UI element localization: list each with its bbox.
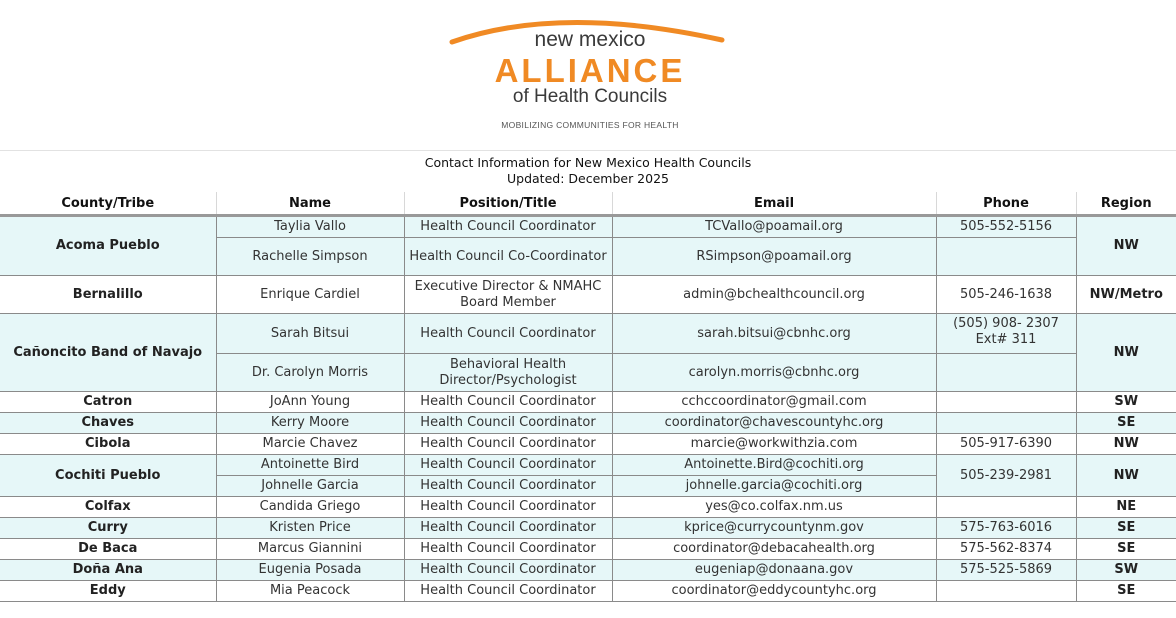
- phone-cell: (505) 908- 2307 Ext# 311: [936, 314, 1076, 354]
- name-cell: Antoinette Bird: [216, 455, 404, 476]
- phone-cell: 575-763-6016: [936, 518, 1076, 539]
- region-cell: NW: [1076, 314, 1176, 392]
- caption-title: Contact Information for New Mexico Health Councils: [424, 155, 752, 170]
- county-cell: Bernalillo: [0, 276, 216, 314]
- email-cell[interactable]: RSimpson@poamail.org: [612, 238, 936, 276]
- logo-health-councils: of Health Councils: [512, 86, 668, 107]
- email-cell[interactable]: coordinator@debacahealth.org: [612, 539, 936, 560]
- region-cell: SE: [1076, 518, 1176, 539]
- region-cell: NW: [1076, 455, 1176, 497]
- caption-updated: Updated: December 2025: [507, 171, 669, 186]
- region-cell: NW: [1076, 216, 1176, 276]
- position-cell: Behavioral Health Director/Psychologist: [404, 354, 612, 392]
- table-header-row: [0, 192, 1176, 216]
- email-cell[interactable]: eugeniap@donaana.gov: [612, 560, 936, 581]
- region-cell: SW: [1076, 560, 1176, 581]
- logo-new-mexico: new mexico: [534, 28, 646, 51]
- table-row: [0, 518, 1176, 539]
- table-row: [0, 276, 1176, 314]
- header-phone: Phone: [936, 192, 1076, 216]
- position-cell: Health Council Coordinator: [404, 539, 612, 560]
- name-cell: Dr. Carolyn Morris: [216, 354, 404, 392]
- position-cell: Health Council Coordinator: [404, 392, 612, 413]
- email-cell[interactable]: coordinator@eddycountyhc.org: [612, 581, 936, 602]
- table-row: [0, 455, 1176, 476]
- table-row: [0, 413, 1176, 434]
- county-cell: De Baca: [0, 539, 216, 560]
- header-divider: [0, 150, 1176, 151]
- phone-cell: 505-552-5156: [936, 216, 1076, 238]
- position-cell: Health Council Coordinator: [404, 560, 612, 581]
- logo-tagline: MOBILIZING COMMUNITIES FOR HEALTH: [501, 120, 679, 130]
- position-cell: Health Council Coordinator: [404, 413, 612, 434]
- phone-cell: [936, 392, 1076, 413]
- table-row: [0, 392, 1176, 413]
- county-cell: Curry: [0, 518, 216, 539]
- position-cell: Health Council Coordinator: [404, 581, 612, 602]
- position-cell: Health Council Coordinator: [404, 476, 612, 497]
- email-cell[interactable]: admin@bchealthcouncil.org: [612, 276, 936, 314]
- county-cell: Cochiti Pueblo: [0, 455, 216, 497]
- email-cell[interactable]: yes@co.colfax.nm.us: [612, 497, 936, 518]
- county-cell: Eddy: [0, 581, 216, 602]
- region-cell: SE: [1076, 413, 1176, 434]
- email-cell[interactable]: marcie@workwithzia.com: [612, 434, 936, 455]
- region-cell: SE: [1076, 539, 1176, 560]
- county-cell: Cañoncito Band of Navajo: [0, 314, 216, 392]
- header-name: Name: [216, 192, 404, 216]
- name-cell: Eugenia Posada: [216, 560, 404, 581]
- name-cell: Mia Peacock: [216, 581, 404, 602]
- table-row: [0, 581, 1176, 602]
- position-cell: Health Council Coordinator: [404, 434, 612, 455]
- email-cell[interactable]: johnelle.garcia@cochiti.org: [612, 476, 936, 497]
- phone-cell: 575-562-8374: [936, 539, 1076, 560]
- header-county: County/Tribe: [0, 192, 216, 216]
- email-cell[interactable]: coordinator@chavescountyhc.org: [612, 413, 936, 434]
- phone-cell: 575-525-5869: [936, 560, 1076, 581]
- phone-cell: [936, 581, 1076, 602]
- table-row: [0, 434, 1176, 455]
- region-cell: NW/Metro: [1076, 276, 1176, 314]
- position-cell: Health Council Coordinator: [404, 518, 612, 539]
- name-cell: Enrique Cardiel: [216, 276, 404, 314]
- region-cell: NE: [1076, 497, 1176, 518]
- position-cell: Health Council Co-Coordinator: [404, 238, 612, 276]
- email-cell[interactable]: TCVallo@poamail.org: [612, 216, 936, 238]
- table-row: [0, 539, 1176, 560]
- name-cell: Candida Griego: [216, 497, 404, 518]
- region-cell: SE: [1076, 581, 1176, 602]
- email-cell[interactable]: sarah.bitsui@cbnhc.org: [612, 314, 936, 354]
- header-position: Position/Title: [404, 192, 612, 216]
- phone-cell: [936, 413, 1076, 434]
- email-cell[interactable]: carolyn.morris@cbnhc.org: [612, 354, 936, 392]
- name-cell: Taylia Vallo: [216, 216, 404, 238]
- county-cell: Doña Ana: [0, 560, 216, 581]
- region-cell: NW: [1076, 434, 1176, 455]
- county-cell: Catron: [0, 392, 216, 413]
- name-cell: Johnelle Garcia: [216, 476, 404, 497]
- name-cell: Kerry Moore: [216, 413, 404, 434]
- phone-cell: 505-239-2981: [936, 455, 1076, 497]
- logo-alliance: ALLIANCE: [494, 52, 686, 89]
- phone-cell: [936, 238, 1076, 276]
- name-cell: JoAnn Young: [216, 392, 404, 413]
- position-cell: Health Council Coordinator: [404, 497, 612, 518]
- email-cell[interactable]: cchccoordinator@gmail.com: [612, 392, 936, 413]
- name-cell: Marcus Giannini: [216, 539, 404, 560]
- header-region: Region: [1076, 192, 1176, 216]
- county-cell: Colfax: [0, 497, 216, 518]
- county-cell: Acoma Pueblo: [0, 216, 216, 276]
- phone-cell: 505-917-6390: [936, 434, 1076, 455]
- position-cell: Health Council Coordinator: [404, 455, 612, 476]
- county-cell: Chaves: [0, 413, 216, 434]
- name-cell: Rachelle Simpson: [216, 238, 404, 276]
- phone-cell: 505-246-1638: [936, 276, 1076, 314]
- table-row: [0, 314, 1176, 354]
- phone-cell: [936, 354, 1076, 392]
- alliance-logo: [0, 0, 1176, 150]
- phone-cell: [936, 497, 1076, 518]
- name-cell: Marcie Chavez: [216, 434, 404, 455]
- region-cell: SW: [1076, 392, 1176, 413]
- table-row: [0, 497, 1176, 518]
- table-row: [0, 216, 1176, 238]
- header-email: Email: [612, 192, 936, 216]
- document-caption: [0, 155, 1176, 187]
- position-cell: Health Council Coordinator: [404, 216, 612, 238]
- position-cell: Executive Director & NMAHC Board Member: [404, 276, 612, 314]
- county-cell: Cibola: [0, 434, 216, 455]
- contacts-table: [0, 192, 1176, 602]
- position-cell: Health Council Coordinator: [404, 314, 612, 354]
- name-cell: Kristen Price: [216, 518, 404, 539]
- table-row: [0, 560, 1176, 581]
- name-cell: Sarah Bitsui: [216, 314, 404, 354]
- email-cell[interactable]: kprice@currycountynm.gov: [612, 518, 936, 539]
- email-cell[interactable]: Antoinette.Bird@cochiti.org: [612, 455, 936, 476]
